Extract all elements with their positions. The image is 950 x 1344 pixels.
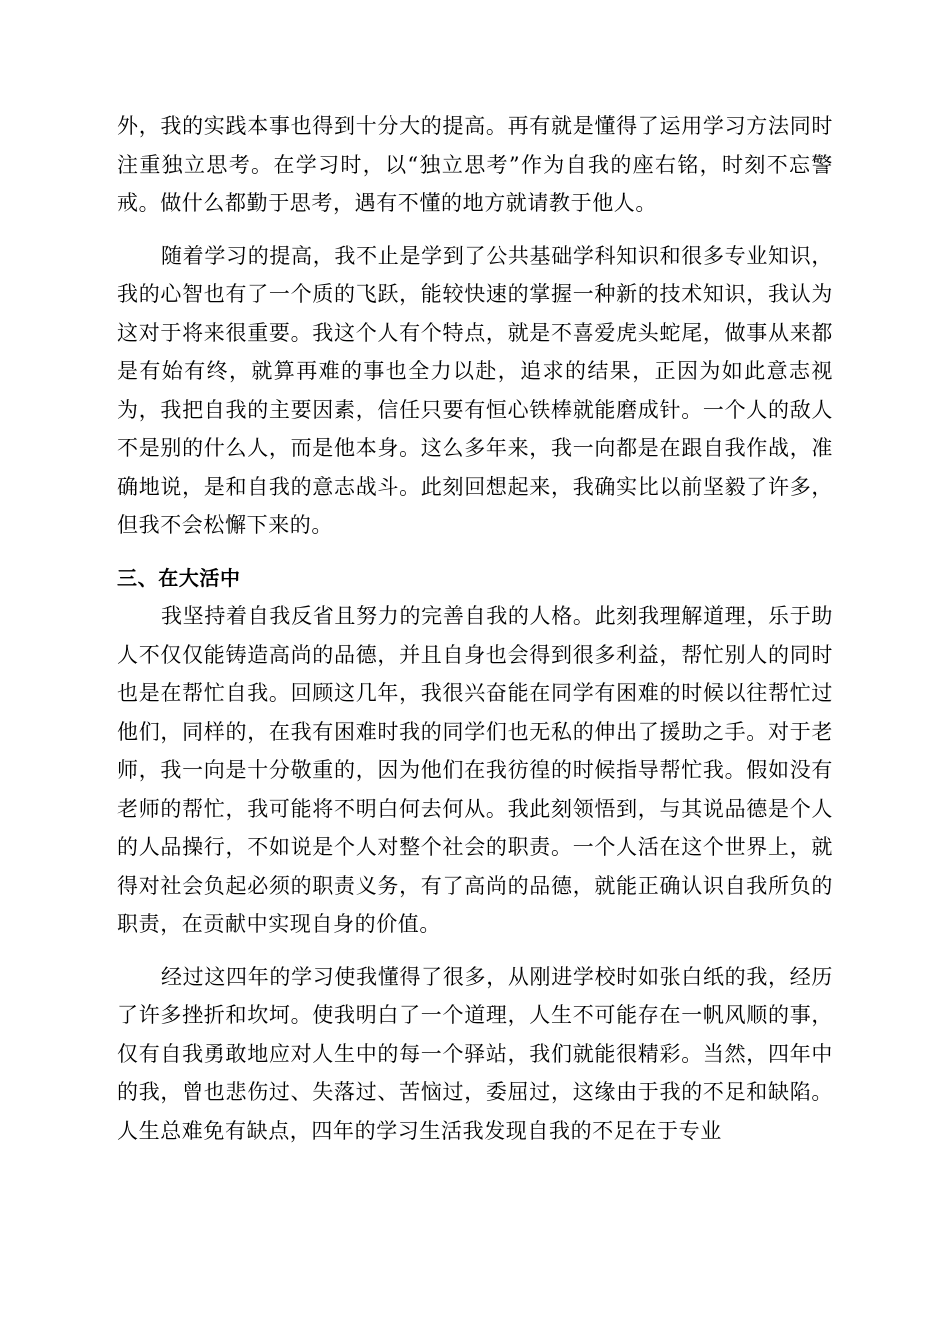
paragraph-self-reflection: 我坚持着自我反省且努力的完善自我的人格。此刻我理解道理，乐于助人不仅仅能铸造高尚的品德，并且自身也会得到很多利益，帮忙别人的同时也是在帮忙自我。回顾这几年，我很兴奋能在同学有困难的时候以往帮忙过他们，同样的，在我有困难时我的同学们也无私的伸出了援助之手。对于老师，我一向是十分敬重的，因为他们在我彷徨的时候指导帮忙我。假如没有老师的帮忙，我可能将不明白何去何从。我此刻领悟到，与其说品德是个人的人品操行，不如说是个人对整个社会的职责。一个人活在这个世界上，就得对社会负起必须的职责义务，有了高尚的品德，就能正确认识自我所负的职责，在贡献中实现自身的价值。	[117, 604, 833, 936]
paragraph-continuation: 外，我的实践本事也得到十分大的提高。再有就是懂得了运用学习方法同时注重独立思考。在学习时，以“独立思考”作为自我的座右铭，时刻不忘警戒。做什么都勤于思考，遇有不懂的地方就请教于他人。	[117, 114, 833, 215]
section-heading: 三、在大活中	[117, 565, 241, 590]
paragraph-four-years: 经过这四年的学习使我懂得了很多，从刚进学校时如张白纸的我，经历了许多挫折和坎坷。使我明白了一个道理，人生不可能存在一帆风顺的事，仅有自我勇敢地应对人生中的每一个驿站，我们就能很精彩。当然，四年中的我，曾也悲伤过、失落过、苦恼过，委屈过，这缘由于我的不足和缺陷。人生总难免有缺点，四年的学习生活我发现自我的不足在于专业	[117, 964, 833, 1143]
document-page	[117, 107, 833, 1150]
paragraph-learning-progress: 随着学习的提高，我不止是学到了公共基础学科知识和很多专业知识，我的心智也有了一个质的飞跃，能较快速的掌握一种新的技术知识，我认为这对于将来很重要。我这个人有个特点，就是不喜爱虎头蛇尾，做事从来都是有始有终，就算再难的事也全力以赴，追求的结果，正因为如此意志视为，我把自我的主要因素，信任只要有恒心铁棒就能磨成针。一个人的敌人不是别的什么人，而是他本身。这么多年来，我一向都是在跟自我作战，准确地说，是和自我的意志战斗。此刻回想起来，我确实比以前坚毅了许多，但我不会松懈下来的。	[117, 243, 833, 537]
